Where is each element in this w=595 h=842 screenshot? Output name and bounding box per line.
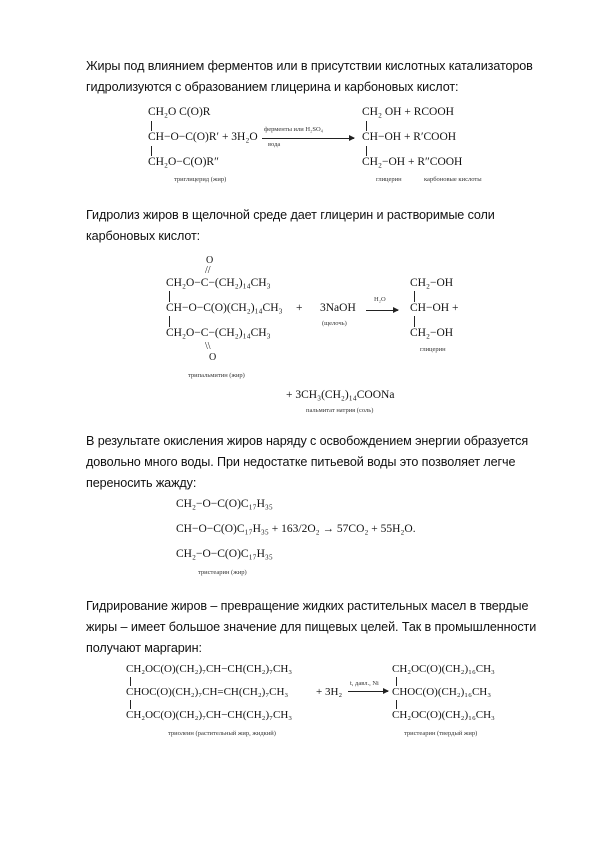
reactant-line-2: CH−O−C(O)C₁₇H₃₅ + 163/2O₂ → 57CO₂ + 55H₂O. (176, 523, 416, 535)
caption-glycerin: глицерин (376, 176, 402, 183)
arrow-label-top: t, давл., Ni (350, 680, 379, 687)
text-line: жиры – имеет большое значение для пищевых целей. Так в промышленности (86, 620, 537, 634)
reactant-line-1: CH₂OC(O)(CH₂)₇CH−CH(CH₂)₇CH₃ (126, 663, 293, 675)
reagent-hydrogen: + 3H₂ (316, 686, 343, 698)
caption-tripalmitin: трипальмитин (жир) (188, 372, 245, 379)
product-line-3: CH₂OC(O)(CH₂)₁₆CH₃ (392, 709, 495, 721)
reactant-line-3: CH₂O−C−(CH₂)₁₄CH₃ (166, 327, 271, 339)
double-bond: // (205, 265, 211, 276)
reaction-arrow (348, 691, 388, 692)
paragraph-hydrolysis-alkaline (86, 205, 546, 247)
product-line-1: CH₂ OH + RCOOH (362, 106, 454, 118)
text-line: В результате окисления жиров наряду с освобождением энергии образуется (86, 434, 529, 448)
reactant-line-2: CH−O−C(O)R′ + 3H₂O (148, 131, 258, 143)
caption-palmitate: пальмитат натрия (соль) (306, 407, 374, 414)
caption-glycerin: глицерин (420, 346, 446, 353)
text-line: довольно много воды. При недостатке питьевой воды это позволяет легче (86, 455, 516, 469)
text-line: Жиры под влиянием ферментов или в присутствии кислотных катализаторов (86, 59, 533, 73)
caption-acids: карбоновые кислоты (424, 176, 482, 183)
text-line: карбоновых кислот: (86, 229, 201, 243)
bond-line (396, 677, 397, 686)
bond-line (169, 291, 170, 302)
bond-line (151, 146, 152, 156)
reactant-line-3: CH₂OC(O)(CH₂)₇CH−CH(CH₂)₇CH₃ (126, 709, 293, 721)
reagent-naoh: 3NaOH (320, 302, 356, 314)
text-line: Гидрирование жиров – превращение жидких растительных масел в твердые (86, 599, 529, 613)
product-line-1: CH₂OC(O)(CH₂)₁₆CH₃ (392, 663, 495, 675)
reaction-arrow (366, 310, 398, 311)
plus-sign: + (296, 302, 303, 314)
reactant-line-2: CHOC(O)(CH₂)₇CH=CH(CH₂)₇CH₃ (126, 686, 289, 698)
reaction-arrow (262, 138, 354, 139)
caption-alkali: (щелочь) (322, 320, 347, 327)
bond-line (130, 700, 131, 709)
product-salt: + 3CH₃(CH₂)₁₄COONa (286, 389, 395, 401)
bond-line (366, 146, 367, 156)
caption-tristearin: тристеарин (твердый жир) (404, 730, 478, 737)
text-line: получают маргарин: (86, 641, 202, 655)
reactant-line-3: CH₂−O−C(O)C₁₇H₃₅ (176, 548, 273, 560)
product-line-2: CH−OH + (410, 302, 459, 314)
bond-line (366, 121, 367, 131)
product-line-2: CH−OH + R′COOH (362, 131, 457, 143)
reactant-line-1: CH₂O C(O)R (148, 106, 211, 118)
text-line: гидролизуются с образованием глицерина и карбоновых кислот: (86, 80, 459, 94)
text-line: переносить жажду: (86, 476, 197, 490)
reactant-line-1: CH₂O−C−(CH₂)₁₄CH₃ (166, 277, 271, 289)
caption-tristearin: тристеарин (жир) (198, 569, 247, 576)
bond-line (130, 677, 131, 686)
reactant-line-1: CH₂−O−C(O)C₁₇H₃₅ (176, 498, 273, 510)
caption-triolein: триолеин (растительный жир, жидкий) (168, 730, 276, 737)
carbonyl-oxygen-top: O (206, 255, 214, 266)
caption-triglyceride: триглицерид (жир) (174, 176, 227, 183)
text-line: Гидролиз жиров в щелочной среде дает глицерин и растворимые соли (86, 208, 495, 222)
double-bond: \\ (205, 341, 211, 352)
bond-line (396, 700, 397, 709)
product-line-2: CHOC(O)(CH₂)₁₆CH₃ (392, 686, 492, 698)
product-line-3: CH₂−OH + R″COOH (362, 156, 463, 168)
carbonyl-oxygen-bottom: O (209, 352, 217, 363)
reactant-line-3: CH₂O−C(O)R″ (148, 156, 219, 168)
paragraph-hydrogenation (86, 596, 546, 659)
bond-line (169, 316, 170, 327)
arrow-label-top: ферменты или H₂SO₄ (264, 126, 323, 133)
bond-line (414, 291, 415, 302)
product-line-3: CH₂−OH (410, 327, 454, 339)
arrow-label-bottom: вода (268, 141, 281, 148)
reactant-line-2: CH−O−C(O)(CH₂)₁₄CH₃ (166, 302, 283, 314)
arrow-label-top: H₂O (374, 296, 386, 303)
paragraph-hydrolysis-acid (86, 56, 546, 98)
bond-line (151, 121, 152, 131)
paragraph-oxidation (86, 431, 546, 494)
bond-line (414, 316, 415, 327)
product-line-1: CH₂−OH (410, 277, 454, 289)
